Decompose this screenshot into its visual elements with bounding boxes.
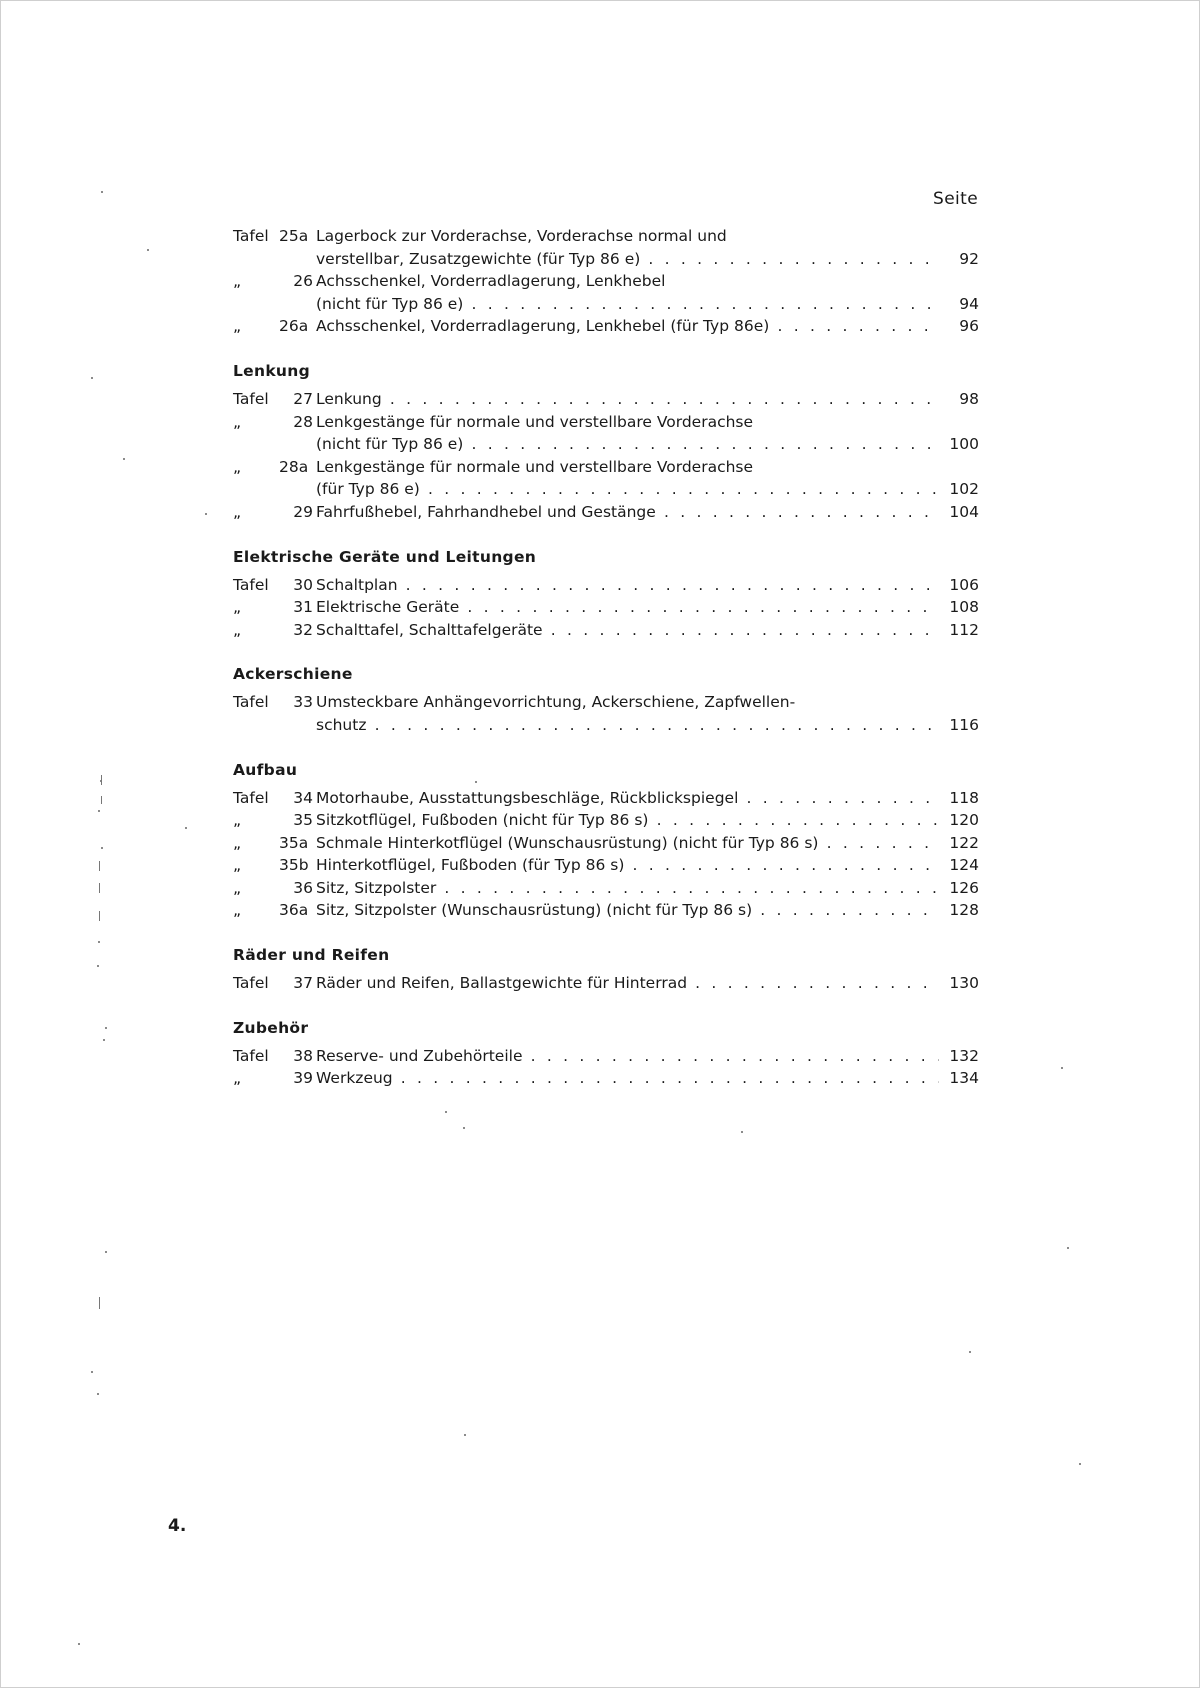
entry-title: Schaltplan . . . xyxy=(316,576,939,594)
entry-text-wrap xyxy=(316,293,939,316)
toc-entry xyxy=(233,574,979,597)
entry-prefix: Tafel xyxy=(233,974,269,993)
entry-title: Werkzeug . . . xyxy=(316,1069,939,1087)
entry-text-wrap xyxy=(316,714,939,737)
speck xyxy=(1061,1067,1063,1069)
entry-text-wrap xyxy=(316,225,979,248)
toc-entry xyxy=(233,877,979,900)
speck xyxy=(464,1434,466,1436)
entry-page-number: 102 xyxy=(946,478,979,501)
toc-entry-line xyxy=(233,315,979,338)
entry-title: Elektrische Geräte . . . xyxy=(316,598,939,616)
entry-page-number: 104 xyxy=(946,501,979,524)
speck xyxy=(97,965,99,967)
entry-prefix: „ xyxy=(233,412,242,431)
entry-title: verstellbar, Zusatzgewichte (für Typ 86 e) . . . xyxy=(316,250,939,268)
margin-tick xyxy=(99,861,100,871)
speck xyxy=(475,781,477,783)
entry-number: 35 xyxy=(293,811,313,830)
entry-page-number: 94 xyxy=(956,293,979,316)
toc-entry-line xyxy=(233,388,979,411)
toc-entry xyxy=(233,832,979,855)
entry-number: 35b xyxy=(279,856,309,875)
toc-entry xyxy=(233,270,979,315)
entry-text-wrap xyxy=(316,456,979,479)
entry-page-number: 132 xyxy=(946,1045,979,1068)
speck xyxy=(1079,1463,1081,1465)
entry-title: Umsteckbare Anhängevorrichtung, Ackerschiene, Zapfwellen- xyxy=(316,693,799,711)
page-column-header: Seite xyxy=(933,189,979,209)
entry-page-number: 122 xyxy=(946,832,979,855)
toc-entry-line xyxy=(233,972,979,995)
section-heading: Ackerschiene xyxy=(233,665,353,684)
toc-entry xyxy=(233,411,979,456)
entry-page-number: 98 xyxy=(956,388,979,411)
entry-number: 33 xyxy=(293,693,313,712)
entry-title: Räder und Reifen, Ballastgewichte für Hinterrad . . . xyxy=(316,974,939,992)
entry-title: Hinterkotflügel, Fußboden (für Typ 86 s) . . . xyxy=(316,856,939,874)
entry-number: 29 xyxy=(293,502,313,521)
entry-text-wrap xyxy=(316,388,939,411)
page-number: 4. xyxy=(168,1516,187,1536)
entry-page-number: 134 xyxy=(946,1067,979,1090)
entry-text-wrap xyxy=(316,619,939,642)
margin-tick xyxy=(99,911,100,921)
entry-page-number: 112 xyxy=(946,619,979,642)
toc-entry-line xyxy=(233,411,979,434)
toc-entry-line xyxy=(233,248,979,271)
section-heading: Lenkung xyxy=(233,361,310,380)
entry-text-wrap xyxy=(316,315,939,338)
entry-title: Achsschenkel, Vorderradlagerung, Lenkhebel xyxy=(316,272,669,290)
entry-title: Lagerbock zur Vorderachse, Vorderachse normal und xyxy=(316,227,731,245)
entry-text-wrap xyxy=(316,1067,939,1090)
entry-number: 38 xyxy=(293,1046,313,1065)
entry-prefix: Tafel xyxy=(233,693,269,712)
entry-number: 26a xyxy=(279,317,309,336)
toc-entry xyxy=(233,1045,979,1068)
toc-entry-line xyxy=(233,809,979,832)
entry-title: Sitz, Sitzpolster . . . xyxy=(316,879,939,897)
entry-title: Lenkgestänge für normale und verstellbare Vorderachse xyxy=(316,413,757,431)
entry-text-wrap xyxy=(316,691,979,714)
entry-number: 39 xyxy=(293,1069,313,1088)
section-heading: Aufbau xyxy=(233,760,298,779)
entry-number: 28a xyxy=(279,457,309,476)
entry-number: 30 xyxy=(293,575,313,594)
entry-title: (für Typ 86 e) . . . xyxy=(316,480,939,498)
entry-prefix: Tafel xyxy=(233,788,269,807)
section-heading: Räder und Reifen xyxy=(233,946,390,965)
entry-title: Lenkung . . . xyxy=(316,390,939,408)
section-heading: Elektrische Geräte und Leitungen xyxy=(233,547,537,566)
toc-entry xyxy=(233,809,979,832)
toc-entry xyxy=(233,456,979,501)
entry-text-wrap xyxy=(316,248,939,271)
toc-entry-line xyxy=(233,433,979,456)
entry-number: 26 xyxy=(293,272,313,291)
entry-number: 28 xyxy=(293,412,313,431)
entry-prefix: „ xyxy=(233,272,242,291)
margin-tick xyxy=(101,775,102,785)
entry-text-wrap xyxy=(316,899,939,922)
speck xyxy=(101,191,103,193)
entry-title: Sitz, Sitzpolster (Wunschausrüstung) (nicht für Typ 86 s) . . . xyxy=(316,901,939,919)
speck xyxy=(103,1039,105,1041)
entry-page-number: 130 xyxy=(946,972,979,995)
speck xyxy=(741,1131,743,1133)
entry-page-number: 92 xyxy=(956,248,979,271)
entry-prefix: „ xyxy=(233,878,242,897)
toc-entry xyxy=(233,315,979,338)
margin-tick xyxy=(101,796,102,804)
toc-entry xyxy=(233,225,979,270)
toc-entry-line xyxy=(233,877,979,900)
entry-text-wrap xyxy=(316,411,979,434)
toc-entry-line xyxy=(233,456,979,479)
toc-entry-line xyxy=(233,832,979,855)
entry-page-number: 108 xyxy=(946,596,979,619)
entry-text-wrap xyxy=(316,809,939,832)
entry-text-wrap xyxy=(316,787,939,810)
toc-entry-line xyxy=(233,854,979,877)
entry-prefix: „ xyxy=(233,901,242,920)
toc-entry xyxy=(233,1067,979,1090)
speck xyxy=(205,513,207,515)
speck xyxy=(105,1251,107,1253)
toc-entry-line xyxy=(233,691,979,714)
speck xyxy=(91,1371,93,1373)
entry-prefix: „ xyxy=(233,833,242,852)
entry-prefix: „ xyxy=(233,811,242,830)
entry-title: Sitzkotflügel, Fußboden (nicht für Typ 86 s) . . . xyxy=(316,811,939,829)
toc-entry-line xyxy=(233,478,979,501)
entry-text-wrap xyxy=(316,574,939,597)
entry-title: Achsschenkel, Vorderradlagerung, Lenkhebel (für Typ 86e) . . . xyxy=(316,317,939,335)
entry-prefix: „ xyxy=(233,620,242,639)
entry-title: Motorhaube, Ausstattungsbeschläge, Rückblickspiegel . . . xyxy=(316,789,939,807)
entry-page-number: 120 xyxy=(946,809,979,832)
toc-entry-line xyxy=(233,225,979,248)
toc-entry-line xyxy=(233,596,979,619)
entry-title: Fahrfußhebel, Fahrhandhebel und Gestänge . . . xyxy=(316,503,939,521)
margin-tick xyxy=(99,883,100,893)
toc-entry-line xyxy=(233,899,979,922)
speck xyxy=(91,377,93,379)
toc-entry xyxy=(233,899,979,922)
entry-text-wrap xyxy=(316,1045,939,1068)
entry-number: 31 xyxy=(293,598,313,617)
entry-prefix: „ xyxy=(233,502,242,521)
toc-entry xyxy=(233,619,979,642)
speck xyxy=(463,1127,465,1129)
toc-entry xyxy=(233,596,979,619)
entry-text-wrap xyxy=(316,270,979,293)
entry-page-number: 106 xyxy=(946,574,979,597)
speck xyxy=(147,249,149,251)
speck xyxy=(78,1643,80,1645)
toc-entry xyxy=(233,854,979,877)
toc-entry-line xyxy=(233,1045,979,1068)
entry-page-number: 100 xyxy=(946,433,979,456)
entry-text-wrap xyxy=(316,478,939,501)
speck xyxy=(97,1393,99,1395)
entry-prefix: „ xyxy=(233,856,242,875)
speck xyxy=(185,827,187,829)
speck xyxy=(123,458,125,460)
toc-entry xyxy=(233,388,979,411)
entry-text-wrap xyxy=(316,596,939,619)
toc-entry-line xyxy=(233,293,979,316)
toc-entry-line xyxy=(233,270,979,293)
entry-text-wrap xyxy=(316,877,939,900)
toc-entry-line xyxy=(233,619,979,642)
toc-entry xyxy=(233,691,979,736)
entry-title: (nicht für Typ 86 e) . . . xyxy=(316,435,939,453)
entry-title: Lenkgestänge für normale und verstellbare Vorderachse xyxy=(316,458,757,476)
entry-number: 32 xyxy=(293,620,313,639)
speck xyxy=(101,847,103,849)
entry-prefix: Tafel xyxy=(233,389,269,408)
entry-prefix: „ xyxy=(233,317,242,336)
table-of-contents xyxy=(233,225,979,1090)
toc-entry-line xyxy=(233,714,979,737)
entry-prefix: „ xyxy=(233,457,242,476)
entry-text-wrap xyxy=(316,972,939,995)
toc-entry xyxy=(233,501,979,524)
entry-prefix: Tafel xyxy=(233,575,269,594)
speck xyxy=(445,1111,447,1113)
entry-prefix: „ xyxy=(233,1069,242,1088)
entry-title: Reserve- und Zubehörteile . . . xyxy=(316,1047,939,1065)
entry-text-wrap xyxy=(316,433,939,456)
toc-entry-line xyxy=(233,787,979,810)
entry-title: schutz . . . xyxy=(316,716,939,734)
entry-page-number: 124 xyxy=(946,854,979,877)
entry-page-number: 118 xyxy=(946,787,979,810)
speck xyxy=(105,1027,107,1029)
entry-title: Schalttafel, Schalttafelgeräte . . . xyxy=(316,621,939,639)
entry-title: Schmale Hinterkotflügel (Wunschausrüstung) (nicht für Typ 86 s) . . . xyxy=(316,834,939,852)
entry-text-wrap xyxy=(316,501,939,524)
entry-title: (nicht für Typ 86 e) . . . xyxy=(316,295,939,313)
entry-number: 34 xyxy=(293,788,313,807)
entry-text-wrap xyxy=(316,854,939,877)
entry-page-number: 96 xyxy=(956,315,979,338)
entry-prefix: „ xyxy=(233,598,242,617)
toc-entry-line xyxy=(233,501,979,524)
entry-number: 35a xyxy=(279,833,309,852)
entry-number: 36a xyxy=(279,901,309,920)
entry-page-number: 116 xyxy=(946,714,979,737)
entry-prefix: Tafel xyxy=(233,227,269,245)
section-heading: Zubehör xyxy=(233,1018,309,1037)
speck xyxy=(98,941,100,943)
entry-number: 37 xyxy=(293,974,313,993)
entry-page-number: 126 xyxy=(946,877,979,900)
entry-page-number: 128 xyxy=(946,899,979,922)
entry-prefix: Tafel xyxy=(233,1046,269,1065)
margin-tick xyxy=(99,1297,100,1309)
entry-number: 27 xyxy=(293,389,313,408)
toc-entry xyxy=(233,787,979,810)
entry-number: 36 xyxy=(293,878,313,897)
speck xyxy=(1067,1247,1069,1249)
speck xyxy=(969,1351,971,1353)
toc-entry-line xyxy=(233,574,979,597)
entry-number: 25a xyxy=(279,227,309,245)
entry-text-wrap xyxy=(316,832,939,855)
speck xyxy=(98,810,100,812)
toc-entry-line xyxy=(233,1067,979,1090)
toc-entry xyxy=(233,972,979,995)
